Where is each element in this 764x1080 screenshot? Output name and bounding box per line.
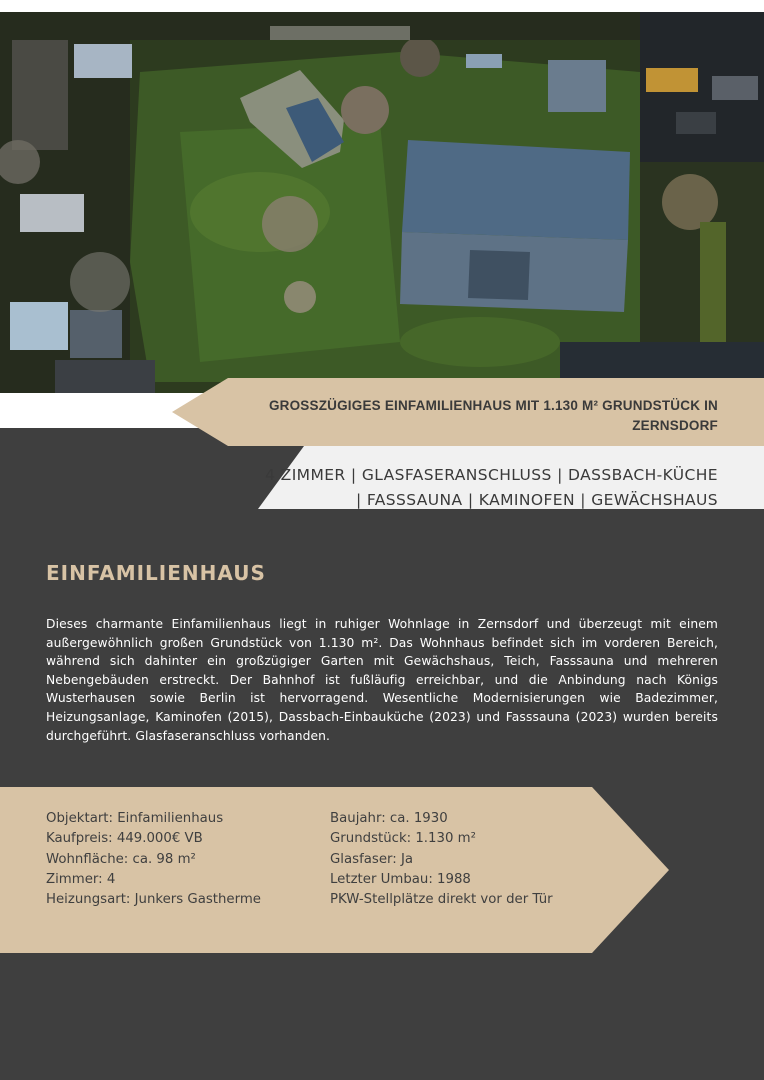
fact-heizungsart: Heizungsart: Junkers Gastherme [46, 892, 261, 908]
fact-grundstueck: Grundstück: 1.130 m² [330, 831, 476, 847]
section-title: EINFAMILIENHAUS [46, 561, 266, 585]
facts-right-column [330, 809, 553, 910]
features-line-1: 4 ZIMMER | GLASFASERANSCHLUSS | DASSBACH-KÜCHE [265, 466, 718, 484]
fact-zimmer: Zimmer: 4 [46, 871, 116, 887]
fact-letzter-umbau: Letzter Umbau: 1988 [330, 871, 471, 887]
fact-pkw-stellplaetze: PKW-Stellplätze direkt vor der Tür [330, 892, 553, 908]
fact-glasfaser: Glasfaser: Ja [330, 851, 414, 867]
facts-left-column [46, 809, 261, 910]
features-line-2: | FASSSAUNA | KAMINOFEN | GEWÄCHSHAUS [355, 491, 718, 509]
aerial-photo [0, 12, 764, 393]
aerial-photo-icon [0, 12, 764, 393]
dark-content-area [0, 428, 764, 1080]
fact-baujahr: Baujahr: ca. 1930 [330, 811, 448, 826]
fact-kaufpreis: Kaufpreis: 449.000€ VB [46, 831, 203, 847]
fact-wohnflaeche: Wohnfläche: ca. 98 m² [46, 851, 196, 867]
features-list [240, 463, 718, 513]
fact-objektart: Objektart: Einfamilienhaus [46, 811, 224, 826]
headline-title: GROSSZÜGIGES EINFAMILIENHAUS MIT 1.130 M² GRUNDSTÜCK IN ZERNSDORF [268, 398, 718, 433]
property-description: Dieses charmante Einfamilienhaus liegt in ruhiger Wohnlage in Zernsdorf und überzeugt mit einem außergewöhnlich großen Grundstück von 1.130 m². Das Wohnhaus befindet sich im vorderen Bereich, während sich dahinter ein großzügiger Garten mit Gewächshaus, Teich, Fasssauna und mehreren Nebengebäuden erstreckt. Der Bahnhof ist fußläufig erreichbar, und die Anbindung nach Königs Wusterhausen sowie Berlin ist hervorragend. Wesentliche Modernisierungen wie Badezimmer, Heizungsanlage, Kaminofen (2015), Dassbach-Einbauküche (2023) und Fasssauna (2023) wurden bereits durchgeführt. Glasfaseranschluss vorhanden. [46, 617, 718, 743]
